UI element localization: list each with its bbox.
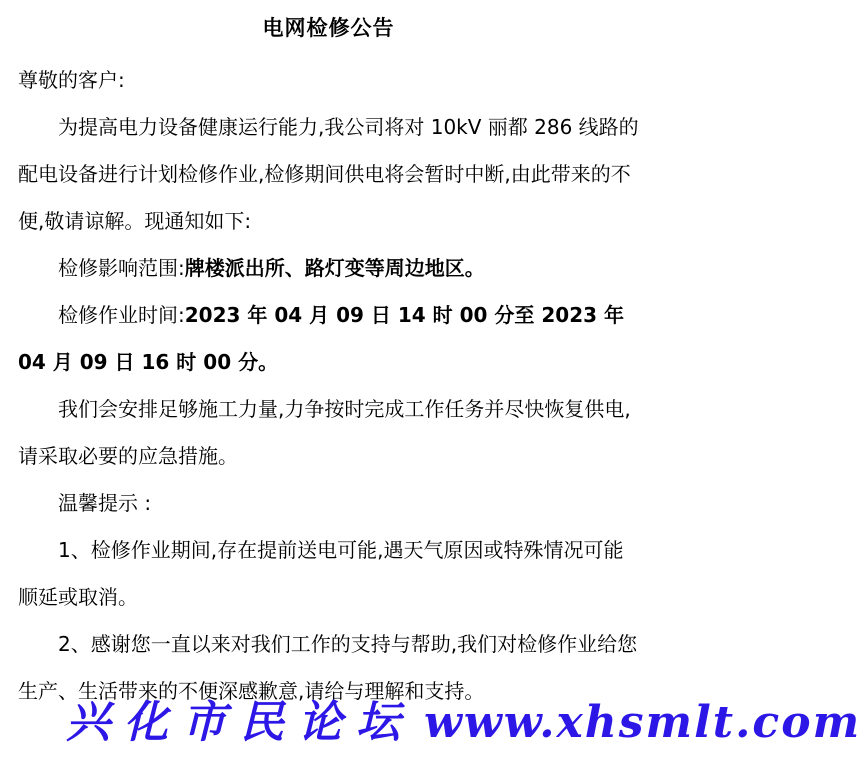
time-label: 检修作业时间:: [58, 303, 185, 327]
watermark-url: www.xhsmlt.com: [424, 697, 861, 748]
scope-value: 牌楼派出所、路灯变等周边地区。: [184, 256, 485, 280]
scope-label: 检修影响范围:: [58, 256, 185, 280]
tip-2: 2、感谢您一直以来对我们工作的支持与帮助,我们对检修作业给您生产、生活带来的不便深感歉意,请给与理解和支持。: [18, 632, 638, 703]
time-paragraph: [18, 292, 643, 386]
watermark: [66, 694, 861, 752]
tip-1: 1、检修作业期间,存在提前送电可能,遇天气原因或特殊情况可能顺延或取消。: [18, 538, 624, 609]
scope-paragraph: [18, 245, 643, 292]
intro-paragraph: 为提高电力设备健康运行能力,我公司将对 10kV 丽都 286 线路的配电设备进行计划检修作业,检修期间供电将会暂时中断,由此带来的不便,敬请谅解。现通知如下:: [18, 115, 639, 233]
tips-heading: 温馨提示 :: [58, 491, 152, 515]
watermark-site-name: 兴化市民论坛: [66, 697, 414, 748]
arrangement-paragraph: 我们会安排足够施工力量,力争按时完成工作任务并尽快恢复供电,请采取必要的应急措施。: [18, 397, 631, 468]
time-value: 2023 年 04 月 09 日 14 时 00 分至 2023 年 04 月 09 日 16 时 00 分。: [18, 303, 624, 374]
notice-title: 电网检修公告: [262, 16, 395, 40]
greeting: 尊敬的客户:: [18, 68, 125, 92]
